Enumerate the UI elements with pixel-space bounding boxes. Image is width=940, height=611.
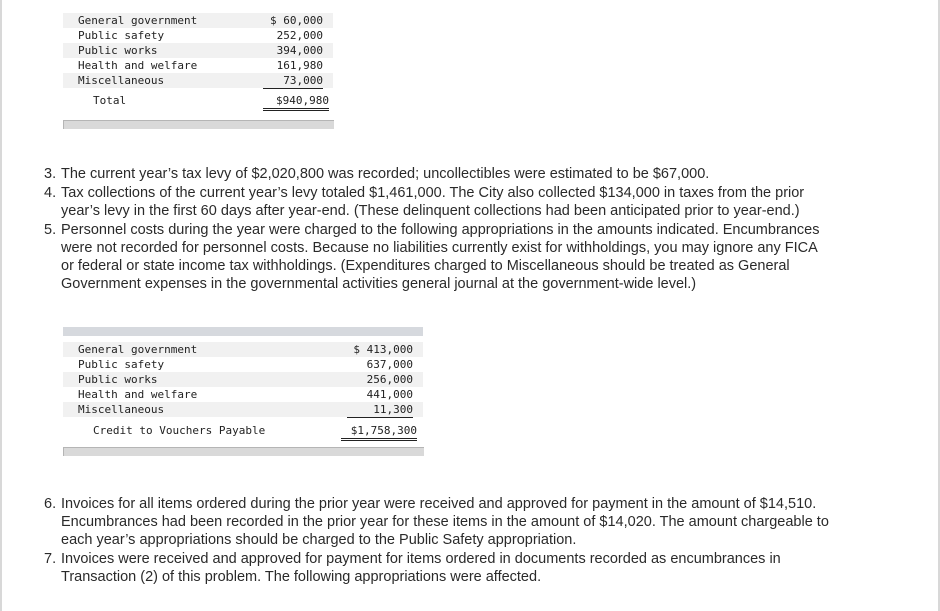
- item-text-line: Invoices for all items ordered during the prior year were received and approved for payment in the amount of $14,510.: [61, 496, 817, 512]
- row-amount: 252,000: [276, 29, 323, 42]
- item-number: 5.: [44, 222, 57, 238]
- total-amount: $1,758,300: [341, 423, 417, 441]
- item-text-line: year’s levy in the first 60 days after year-end. (These delinquent collections had been anticipated prior to year-end.): [61, 203, 800, 219]
- item-text-line: were not recorded for personnel costs. Because no liabilities currently exist for withholdings, you may ignore any FICA: [61, 240, 818, 256]
- personnel-costs-table: [63, 336, 423, 446]
- row-label: Public safety: [78, 29, 165, 42]
- row-label: Miscellaneous: [78, 74, 165, 87]
- item-number: 4.: [44, 185, 57, 201]
- table-row: [63, 58, 333, 73]
- item-5: [44, 221, 924, 293]
- row-amount: 11,300: [347, 402, 413, 418]
- table-row: [63, 357, 423, 372]
- table-row: [63, 43, 333, 58]
- row-amount: $ 60,000: [270, 14, 323, 27]
- item-3: [44, 165, 924, 183]
- item-number: 7.: [44, 551, 57, 567]
- row-label: General government: [78, 343, 198, 356]
- table-row: [63, 28, 333, 43]
- table-row: [63, 387, 423, 402]
- row-label: Health and welfare: [78, 388, 198, 401]
- item-text-line: Government expenses in the governmental activities general journal at the government-wide level.): [61, 276, 697, 292]
- appropriations-table: [63, 0, 333, 130]
- item-text-line: each year’s appropriations should be charged to the Public Safety appropriation.: [61, 532, 577, 548]
- table-row: [63, 13, 333, 28]
- left-border: [0, 0, 2, 611]
- row-amount: 73,000: [263, 73, 323, 89]
- item-text-line: Encumbrances had been recorded in the prior year for these items in the amount of $14,020. The amount chargeable to: [61, 514, 829, 530]
- table-row: [63, 73, 333, 88]
- row-label: Public works: [78, 373, 158, 386]
- item-4: [44, 184, 924, 220]
- table-row: [63, 402, 423, 417]
- row-amount: 161,980: [276, 59, 323, 72]
- row-amount: $ 413,000: [353, 343, 413, 356]
- row-label: General government: [78, 14, 198, 27]
- row-amount: 394,000: [276, 44, 323, 57]
- row-label: Miscellaneous: [78, 403, 165, 416]
- table-row: [63, 342, 423, 357]
- item-6: [44, 495, 924, 549]
- total-amount: $940,980: [263, 93, 329, 111]
- table-bottom-bar: [63, 447, 424, 456]
- total-label: Credit to Vouchers Payable: [93, 424, 266, 437]
- item-7: [44, 550, 924, 586]
- total-row: [63, 93, 333, 108]
- row-amount: 637,000: [366, 358, 413, 371]
- total-label: Total: [93, 94, 127, 107]
- row-label: Public safety: [78, 358, 165, 371]
- table-bottom-bar: [63, 120, 334, 129]
- item-text-line: Invoices were received and approved for payment for items ordered in documents recorded as encumbrances in: [61, 551, 781, 567]
- table-header-bar: [63, 327, 423, 336]
- item-text-line: The current year’s tax levy of $2,020,800 was recorded; uncollectibles were estimated to be $67,000.: [61, 166, 710, 182]
- item-text-line: or federal or state income tax withholdings. (Expenditures charged to Miscellaneous should be treated as General: [61, 258, 790, 274]
- row-amount: 441,000: [366, 388, 413, 401]
- row-label: Public works: [78, 44, 158, 57]
- table-row: [63, 372, 423, 387]
- item-text-line: Tax collections of the current year’s levy totaled $1,461,000. The City also collected $134,000 in taxes from the prior: [61, 185, 805, 201]
- row-amount: 256,000: [366, 373, 413, 386]
- row-label: Health and welfare: [78, 59, 198, 72]
- total-row: [63, 423, 423, 438]
- item-number: 6.: [44, 496, 57, 512]
- item-text-line: Transaction (2) of this problem. The following appropriations were affected.: [61, 569, 542, 585]
- item-number: 3.: [44, 166, 57, 182]
- item-text-line: Personnel costs during the year were charged to the following appropriations in the amounts indicated. Encumbrances: [61, 222, 820, 238]
